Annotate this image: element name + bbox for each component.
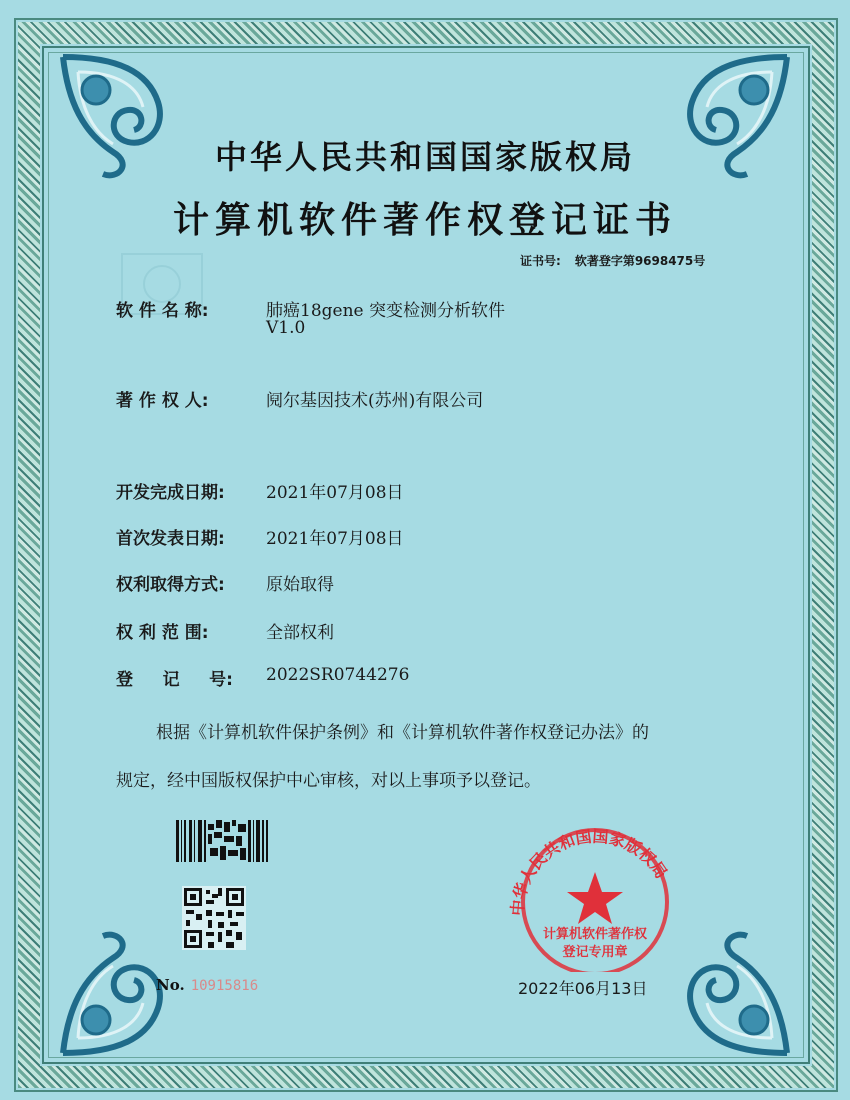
star-icon — [567, 872, 623, 924]
registration-number-value: 2022SR0744276 — [266, 665, 410, 685]
issuer-title: 中华人民共和国国家版权局 — [214, 138, 635, 176]
registration-number-row — [116, 665, 409, 690]
serial-number-value: 10915816 — [190, 978, 259, 994]
pub-date-row — [116, 524, 404, 549]
seal-inner-line-2: 登记专用章 — [562, 945, 628, 960]
software-name-row — [116, 296, 505, 321]
dev-date-row — [116, 478, 404, 503]
acquire-method-label: 权利取得方式: — [116, 575, 225, 595]
registration-number-label: 登 记 号: — [116, 670, 233, 690]
seal-inner-line-1: 计算机软件著作权 — [542, 927, 648, 942]
dev-date-value: 2021年07月08日 — [266, 483, 404, 503]
qr-code-icon — [182, 886, 246, 950]
rights-scope-label: 权 利 范 围: — [116, 623, 209, 643]
issue-date: 2022年06月13日 — [518, 979, 648, 998]
owner-label: 著 作 权 人: — [116, 391, 209, 411]
acquire-method-value: 原始取得 — [266, 575, 334, 595]
barcode-icon — [176, 820, 268, 862]
statement-line-2: 规定，经中国版权保护中心审核，对以上事项予以登记。 — [116, 771, 541, 791]
owner-row — [116, 386, 483, 411]
rights-scope-row — [116, 618, 334, 643]
acquire-method-row — [116, 570, 334, 595]
pub-date-label: 首次发表日期: — [116, 529, 225, 549]
software-name-label: 软 件 名 称: — [116, 301, 209, 321]
rights-scope-value: 全部权利 — [266, 623, 334, 643]
official-seal — [500, 822, 690, 972]
software-version: V1.0 — [266, 318, 306, 338]
statement-line-1: 根据《计算机软件保护条例》和《计算机软件著作权登记办法》的 — [156, 723, 649, 743]
owner-value: 阋尔基因技术(苏州)有限公司 — [266, 391, 484, 411]
certificate-number — [520, 252, 705, 269]
serial-number — [156, 976, 258, 994]
dev-date-label: 开发完成日期: — [116, 483, 225, 503]
seal-outer-text: 中华人民共和国国家版权局 — [507, 826, 672, 917]
certificate-number-value: 软著登字第9698475号 — [574, 254, 706, 268]
certificate-number-label: 证书号: — [520, 254, 561, 268]
software-name-value: 肺癌18gene 突变检测分析软件 — [266, 301, 505, 321]
certificate-title: 计算机软件著作权登记证书 — [172, 200, 677, 241]
pub-date-value: 2021年07月08日 — [266, 529, 404, 549]
serial-number-label: No. — [156, 976, 185, 994]
